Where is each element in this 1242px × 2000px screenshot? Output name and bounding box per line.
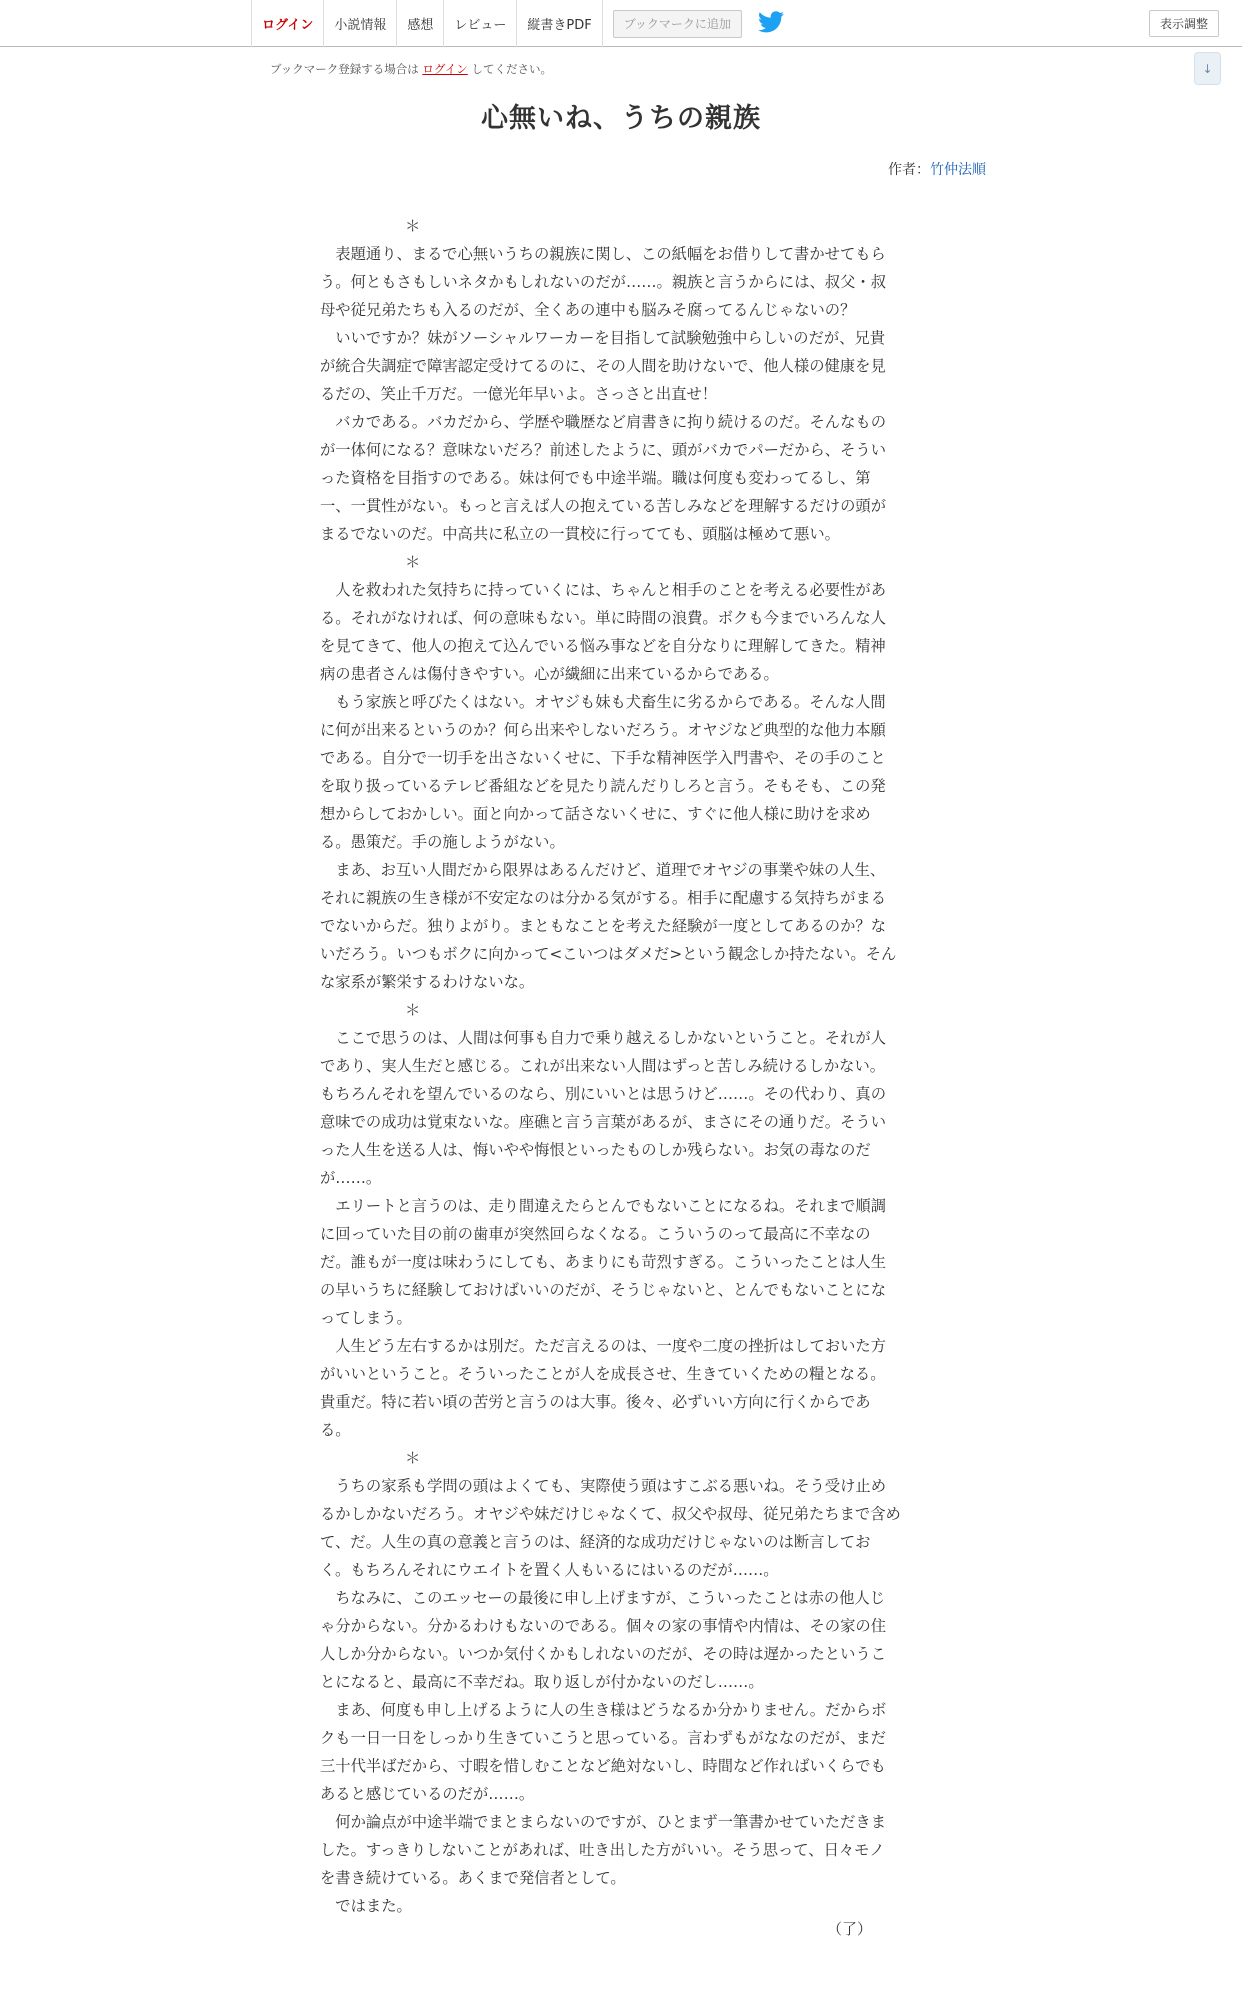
body-line: ではまた。 xyxy=(320,1897,412,1915)
body-line: クも一日一日をしっかり生きていこうと思っている。言わずもがななのだが、まだ xyxy=(320,1729,886,1747)
author-name-link[interactable]: 竹仲法順 xyxy=(930,162,986,178)
body-line: が……。 xyxy=(320,1169,382,1187)
body-line: て、だ。人生の真の意義と言うのは、経済的な成功だけじゃないのは断言してお xyxy=(320,1533,871,1551)
body-line: エリートと言うのは、走り間違えたらとんでもないことになるね。それまで順調 xyxy=(320,1197,886,1215)
body-line: な家系が繁栄するわけないな。 xyxy=(320,973,535,991)
section-separator: ＊ xyxy=(405,217,421,235)
add-bookmark-button[interactable]: ブックマークに追加 xyxy=(613,10,742,38)
notice-suffix: してください。 xyxy=(471,62,552,76)
top-bar xyxy=(0,0,1242,47)
body-line: の早いうちに経験しておけばいいのだが、そうじゃないと、とんでもないことにな xyxy=(320,1281,886,1299)
body-line: である。自分で一切手を出さないくせに、下手な精神医学入門書や、その手のこと xyxy=(320,749,886,767)
body-line: 何か論点が中途半端でまとまらないのですが、ひとまず一筆書かせていただきま xyxy=(320,1813,886,1831)
scroll-down-button[interactable]: ↓ xyxy=(1194,52,1221,85)
body-line: ゃ分からない。分かるわけもないのである。個々の家の事情や内情は、その家の住 xyxy=(320,1617,886,1635)
body-line: もちろんそれを望んでいるのなら、別にいいとは思うけど……。その代わり、真の xyxy=(320,1085,886,1103)
body-line: まあ、お互い人間だから限界はあるんだけど、道理でオヤジの事業や妹の人生、 xyxy=(320,861,886,879)
body-line: うちの家系も学問の頭はよくても、実際使う頭はすこぶる悪いね。そう受け止め xyxy=(320,1477,886,1495)
body-line: 病の患者さんは傷付きやすい。心が繊細に出来ているからである。 xyxy=(320,665,779,683)
section-separator: ＊ xyxy=(405,553,421,571)
body-line: もう家族と呼びたくはない。オヤジも妹も犬畜生に劣るからである。そんな人間 xyxy=(320,693,886,711)
nav-novel-info-link[interactable]: 小説情報 xyxy=(324,0,397,47)
body-line: る。愚策だ。手の施しようがない。 xyxy=(320,833,565,851)
body-line: を取り扱っているテレビ番組などを見たり読んだりしろと言う。そもそも、この発 xyxy=(320,777,886,795)
author-line xyxy=(888,159,986,179)
body-line: いいですか？妹がソーシャルワーカーを目指して試験勉強中らしいのだが、兄貴 xyxy=(320,329,886,347)
body-line: 意味での成功は覚束ないな。座礁と言う言葉があるが、まさにその通りだ。そうい xyxy=(320,1113,886,1131)
body-line: る。 xyxy=(320,1421,351,1439)
body-line: ってしまう。 xyxy=(320,1309,412,1327)
novel-title: 心無いね、うちの親族 xyxy=(481,103,761,134)
body-line: した。すっきりしないことがあれば、吐き出した方がいい。そう思って、日々モノ xyxy=(320,1841,885,1859)
novel-body xyxy=(320,212,920,1920)
body-line: が統合失調症で障害認定受けてるのに、その人間を助けないで、他人様の健康を見 xyxy=(320,357,886,375)
body-line: それに親族の生き様が不安定なのは分かる気がする。相手に配慮する気持ちがまる xyxy=(320,889,886,907)
twitter-bird-icon xyxy=(758,11,784,37)
body-line: に回っていた目の前の歯車が突然回らなくなる。こういうのって最高に不幸なの xyxy=(320,1225,871,1243)
body-line: 表題通り、まるで心無いうちの親族に関し、この紙幅をお借りして書かせてもら xyxy=(320,245,886,263)
author-label: 作者： xyxy=(888,162,930,178)
twitter-share-button[interactable] xyxy=(758,11,784,37)
section-separator: ＊ xyxy=(405,1449,421,1467)
body-line: まあ、何度も申し上げるように人の生き様はどうなるか分かりません。だからボ xyxy=(320,1701,887,1719)
body-line: 人生どう左右するかは別だ。ただ言えるのは、一度や二度の挫折はしておいた方 xyxy=(320,1337,886,1355)
body-line: 母や従兄弟たちも入るのだが、全くあの連中も脳みそ腐ってるんじゃないの？ xyxy=(320,301,856,319)
body-line: でないからだ。独りよがり。まともなことを考えた経験が一度としてあるのか？な xyxy=(320,917,886,935)
body-line: 一、一貫性がない。もっと言えば人の抱えている苦しみなどを理解するだけの頭が xyxy=(320,497,886,515)
body-line: 人しか分からない。いつか気付くかもしれないのだが、その時は遅かったというこ xyxy=(320,1645,886,1663)
body-line: ここで思うのは、人間は何事も自力で乗り越えるしかないということ。それが人 xyxy=(320,1029,886,1047)
body-line: る。それがなければ、何の意味もない。単に時間の浪費。ボクも今までいろんな人 xyxy=(320,609,886,627)
display-settings-button[interactable]: 表示調整 xyxy=(1149,10,1219,37)
body-line: あると感じているのだが……。 xyxy=(320,1785,535,1803)
body-line: を書き続けている。あくまで発信者として。 xyxy=(320,1869,626,1887)
nav-login-link[interactable]: ログイン xyxy=(252,0,324,47)
body-line: るだの、笑止千万だ。一億光年早いよ。さっさと出直せ！ xyxy=(320,385,718,403)
body-line: を見てきて、他人の抱えて込んでいる悩み事などを自分なりに理解してきた。精神 xyxy=(320,637,886,655)
body-line: く。もちろんそれにウエイトを置く人もいるにはいるのだが……。 xyxy=(320,1561,779,1579)
nav-review-link[interactable]: レビュー xyxy=(444,0,517,47)
body-line: に何が出来るというのか？何ら出来やしないだろう。オヤジなど典型的な他力本願 xyxy=(320,721,886,739)
body-line: るかしかないだろう。オヤジや妹だけじゃなくて、叔父や叔母、従兄弟たちまで含め xyxy=(320,1505,901,1523)
body-line: 人を救われた気持ちに持っていくには、ちゃんと相手のことを考える必要性があ xyxy=(320,581,886,599)
section-separator: ＊ xyxy=(405,1001,421,1019)
body-line: ちなみに、このエッセーの最後に申し上げますが、こういったことは赤の他人じ xyxy=(320,1589,886,1607)
body-line: まるでないのだ。中高共に私立の一貫校に行ってても、頭脳は極めて悪い。 xyxy=(320,525,840,543)
body-line: とになると、最高に不幸だね。取り返しが付かないのだし……。 xyxy=(320,1673,764,1691)
bookmark-login-notice xyxy=(270,61,552,77)
body-line: が一体何になる？意味ないだろ？前述したように、頭がバカでパーだから、そうい xyxy=(320,441,886,459)
body-line: 三十代半ばだから、寸暇を惜しむことなど絶対ないし、時間など作ればいくらでも xyxy=(320,1757,886,1775)
nav-impressions-link[interactable]: 感想 xyxy=(397,0,444,47)
body-line: う。何ともさもしいネタかもしれないのだが……。親族と言うからには、叔父・叔 xyxy=(320,273,886,291)
notice-login-link[interactable]: ログイン xyxy=(422,62,468,76)
body-line: 貴重だ。特に若い頃の苦労と言うのは大事。後々、必ずいい方向に行くからであ xyxy=(320,1393,871,1411)
body-line: であり、実人生だと感じる。これが出来ない人間はずっと苦しみ続けるしかない。 xyxy=(320,1057,886,1075)
main-nav xyxy=(251,0,784,47)
body-line: バカである。バカだから、学歴や職歴など肩書きに拘り続けるのだ。そんなもの xyxy=(320,413,886,431)
body-line: いだろう。いつもボクに向かって<こいつはダメだ>という観念しか持たない。そん xyxy=(320,945,897,963)
body-line: った資格を目指すのである。妹は何でも中途半端。職は何度も変わってるし、第 xyxy=(320,469,871,487)
end-mark: （了） xyxy=(827,1920,873,1938)
notice-prefix: ブックマーク登録する場合は xyxy=(270,62,419,76)
body-line: 想からしておかしい。面と向かって話さないくせに、すぐに他人様に助けを求め xyxy=(320,805,871,823)
body-line: がいいということ。そういったことが人を成長させ、生きていくための糧となる。 xyxy=(320,1365,886,1383)
body-line: だ。誰もが一度は味わうにしても、あまりにも苛烈すぎる。こういったことは人生 xyxy=(320,1253,886,1271)
body-line: った人生を送る人は、悔いやや悔恨といったものしか残らない。お気の毒なのだ xyxy=(320,1141,871,1159)
nav-vertical-pdf-link[interactable]: 縦書きPDF xyxy=(517,0,602,47)
